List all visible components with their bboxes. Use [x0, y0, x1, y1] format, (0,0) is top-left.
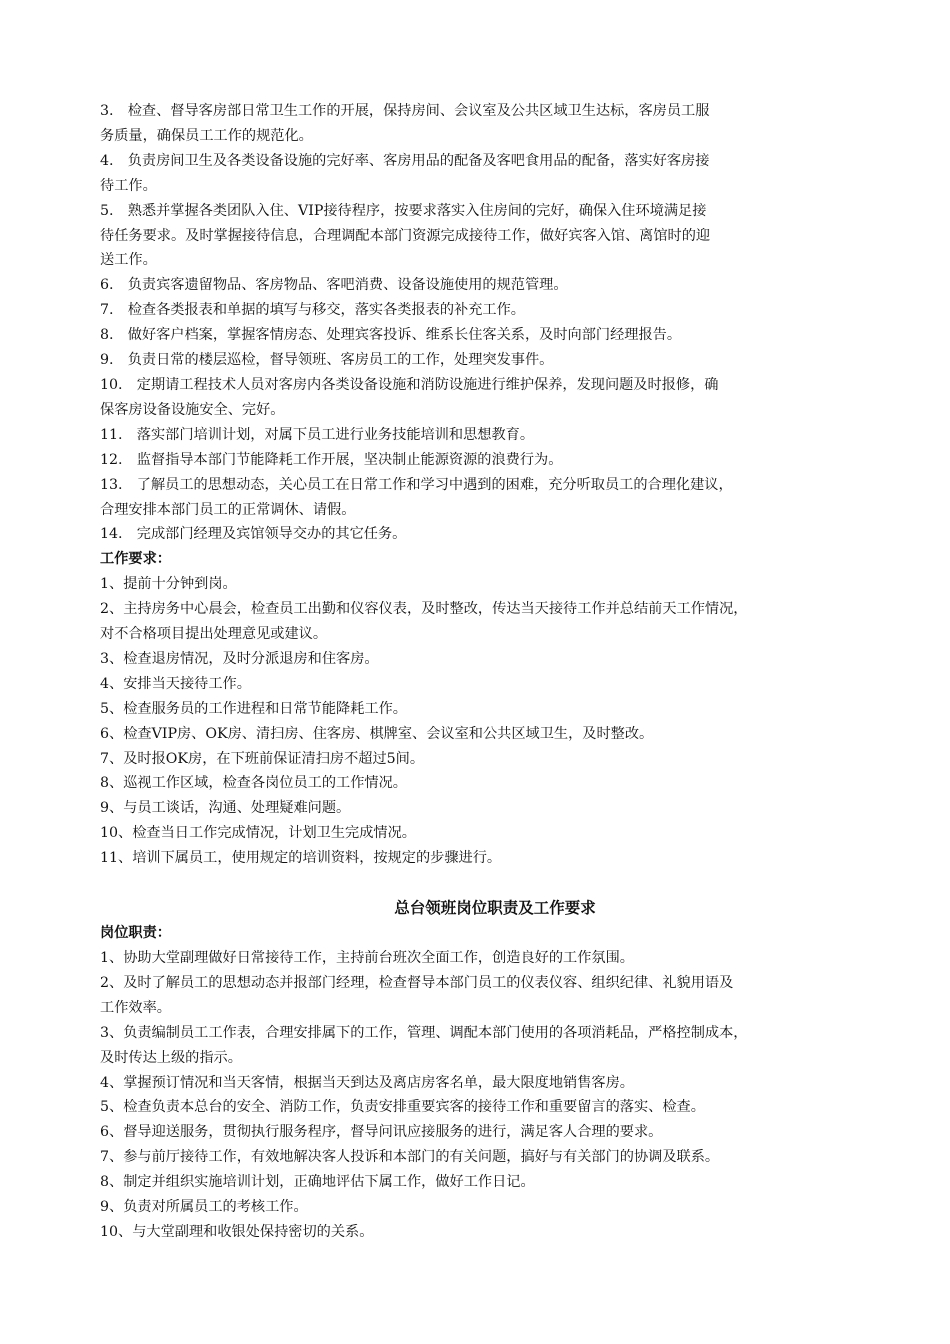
text-line: 6、督导迎送服务，贯彻执行服务程序，督导问讯应接服务的进行，满足客人合理的要求。 [100, 1124, 663, 1141]
text-line: 11、培训下属员工，使用规定的培训资料，按规定的步骤进行。 [100, 850, 502, 867]
text-line: 对不合格项目提出处理意见或建议。 [100, 626, 328, 643]
text-line: 待工作。 [100, 177, 157, 194]
text-line: 3、负责编制员工工作表，合理安排属下的工作，管理、调配本部门使用的各项消耗品，严格控制成本， [100, 1024, 748, 1041]
text-line: 8、巡视工作区域，检查各岗位员工的工作情况。 [100, 775, 407, 792]
text-line: 1、协助大堂副理做好日常接待工作，主持前台班次全面工作，创造良好的工作氛围。 [100, 950, 634, 966]
duties-list-continued [100, 99, 870, 547]
text-line: 5、检查服务员的工作进程和日常节能降耗工作。 [100, 700, 407, 717]
text-line: 8. 做好客户档案，掌握客情房态、处理宾客投诉、维系长住客关系，及时向部门经理报告。 [100, 327, 682, 344]
text-line: 4、掌握预订情况和当天客情，根据当天到达及离店房客名单，最大限度地销售客房。 [100, 1074, 634, 1091]
text-line: 合理安排本部门员工的正常调休、请假。 [100, 501, 356, 518]
text-line: 6. 负责宾客遗留物品、客房物品、客吧消费、设备设施使用的规范管理。 [100, 277, 568, 294]
text-line: 工作效率。 [100, 999, 171, 1016]
text-line: 7、及时报OK房，在下班前保证清扫房不超过5间。 [100, 750, 425, 767]
text-line: 9、负责对所属员工的考核工作。 [100, 1199, 308, 1216]
text-line: 5. 熟悉并掌握各类团队入住、VIP接待程序，按要求落实入住房间的完好，确保入住环境满足接 [100, 202, 707, 219]
text-line: 7、参与前厅接待工作，有效地解决客人投诉和本部门的有关问题，搞好与有关部门的协调及联系。 [100, 1149, 720, 1166]
text-line: 10. 定期请工程技术人员对客房内各类设备设施和消防设施进行维护保养，发现问题及时报修，确 [100, 376, 719, 393]
text-line: 3、检查退房情况，及时分派退房和住客房。 [100, 650, 379, 667]
text-line: 6、检查VIP房、OK房、清扫房、住客房、棋牌室、会议室和公共区域卫生，及时整改。 [100, 725, 654, 742]
text-line: 3. 检查、督导客房部日常卫生工作的开展，保持房间、会议室及公共区域卫生达标，客房员工服 [100, 103, 710, 119]
text-line: 保客房设备设施安全、完好。 [100, 401, 285, 418]
document-page [100, 99, 870, 1245]
text-line: 8、制定并组织实施培训计划，正确地评估下属工作，做好工作日记。 [100, 1174, 535, 1191]
text-line: 12. 监督指导本部门节能降耗工作开展，坚决制止能源资源的浪费行为。 [100, 451, 563, 468]
text-line: 11. 落实部门培训计划，对属下员工进行业务技能培训和思想教育。 [100, 426, 535, 443]
text-line: 10、与大堂副理和收银处保持密切的关系。 [100, 1223, 374, 1240]
front-desk-duties-section [100, 921, 870, 1245]
text-line: 1、提前十分钟到岗。 [100, 576, 237, 593]
text-line: 待任务要求。及时掌握接待信息，合理调配本部门资源完成接待工作，做好宾客入馆、离馆时的迎 [100, 227, 711, 244]
text-line: 7. 检查各类报表和单据的填写与移交，落实各类报表的补充工作。 [100, 302, 525, 319]
text-line: 送工作。 [100, 252, 157, 269]
text-line: 13. 了解员工的思想动态，关心员工在日常工作和学习中遇到的困难，充分听取员工的合理化建议， [100, 476, 733, 493]
text-line: 9. 负责日常的楼层巡检，督导领班、客房员工的工作，处理突发事件。 [100, 352, 554, 369]
text-line: 务质量，确保员工工作的规范化。 [100, 127, 313, 144]
work-requirements-section [100, 547, 870, 871]
section-heading: 工作要求： [100, 551, 171, 568]
text-line: 4、安排当天接待工作。 [100, 675, 251, 692]
section-heading: 岗位职责： [100, 925, 171, 942]
section-title: 总台领班岗位职责及工作要求 [394, 899, 596, 918]
text-line: 5、检查负责本总台的安全、消防工作，负责安排重要宾客的接待工作和重要留言的落实、检查。 [100, 1099, 705, 1116]
text-line: 2、及时了解员工的思想动态并报部门经理，检查督导本部门员工的仪表仪容、组织纪律、礼貌用语及 [100, 974, 734, 991]
text-line: 及时传达上级的指示。 [100, 1049, 242, 1066]
text-line: 10、检查当日工作完成情况，计划卫生完成情况。 [100, 825, 416, 842]
text-line: 14. 完成部门经理及宾馆领导交办的其它任务。 [100, 526, 407, 543]
text-line: 9、与员工谈话，沟通、处理疑难问题。 [100, 800, 351, 817]
text-line: 2、主持房务中心晨会，检查员工出勤和仪容仪表，及时整改，传达当天接待工作并总结前天工作情况， [100, 601, 748, 618]
text-line: 4. 负责房间卫生及各类设备设施的完好率、客房用品的配备及客吧食用品的配备，落实好客房接 [100, 152, 710, 169]
